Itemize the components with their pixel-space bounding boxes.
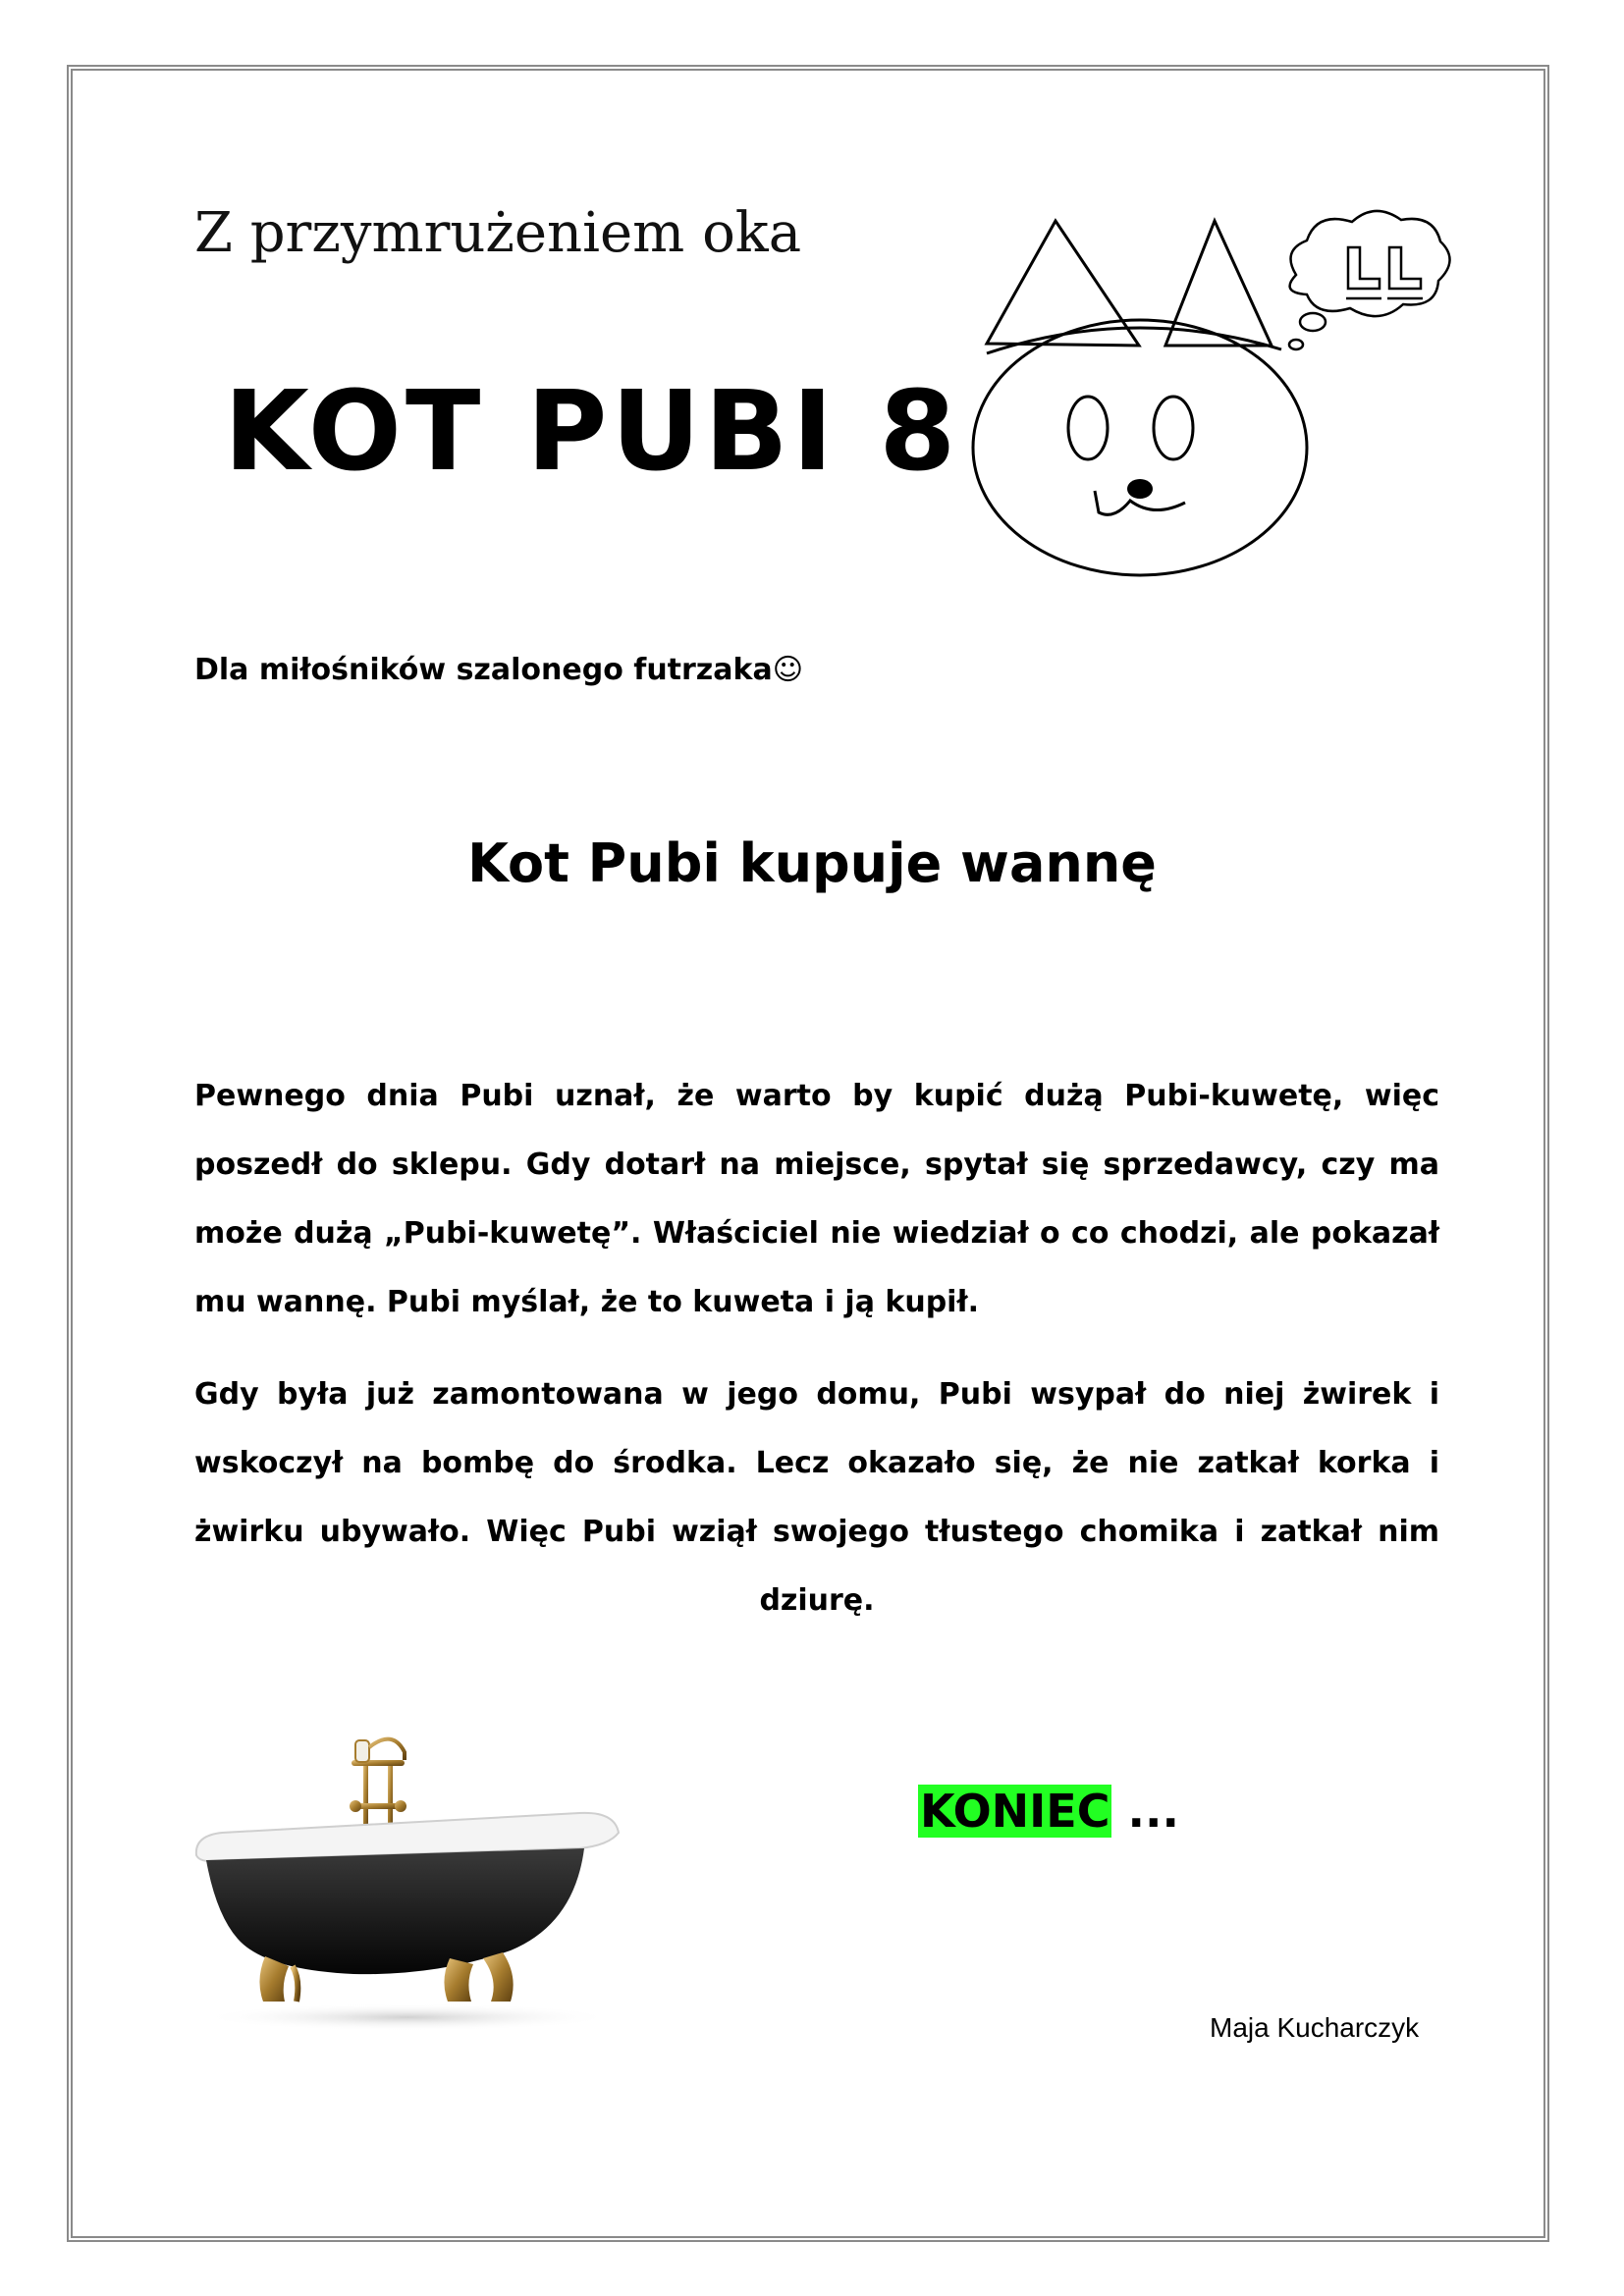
cat-face-drawing-icon xyxy=(957,196,1488,589)
story-paragraph: Pewnego dnia Pubi uznał, że warto by kupić dużą Pubi-kuwetę, więc poszedł do sklepu. Gdy dotarł na miejsce, spytał się sprzedawcy, czy ma może dużą „Pubi-kuwetę”. Właściciel nie wiedział o co chodzi, ale pokazał mu wannę. Pubi myślał, że to kuweta i ją kupił. xyxy=(194,1079,1439,1319)
story-paragraph: Gdy była już zamontowana w jego domu, Pubi wsypał do niej żwirek i wskoczył na bombę do środka. Lecz okazało się, że nie zatkał korka i żwirku ubywało. Więc Pubi wziął swojego tłustego chomika i zatkał nim dziurę. xyxy=(194,1377,1439,1618)
story-body xyxy=(194,1062,1439,1659)
section-label: Z przymrużeniem oka xyxy=(194,201,802,265)
dedication-text: Dla miłośników szalonego futrzaka☺ xyxy=(194,653,803,687)
end-ellipsis: ... xyxy=(1111,1785,1179,1838)
story-title: Kot Pubi kupuje wannę xyxy=(467,832,1157,894)
end-marker xyxy=(918,1785,1179,1838)
end-word-highlight: KONIEC xyxy=(920,1785,1110,1838)
author-name: Maja Kucharczyk xyxy=(1210,2012,1420,2043)
clawfoot-bathtub-icon xyxy=(187,1723,628,2032)
page-title: KOT PUBI 8 xyxy=(224,368,960,496)
